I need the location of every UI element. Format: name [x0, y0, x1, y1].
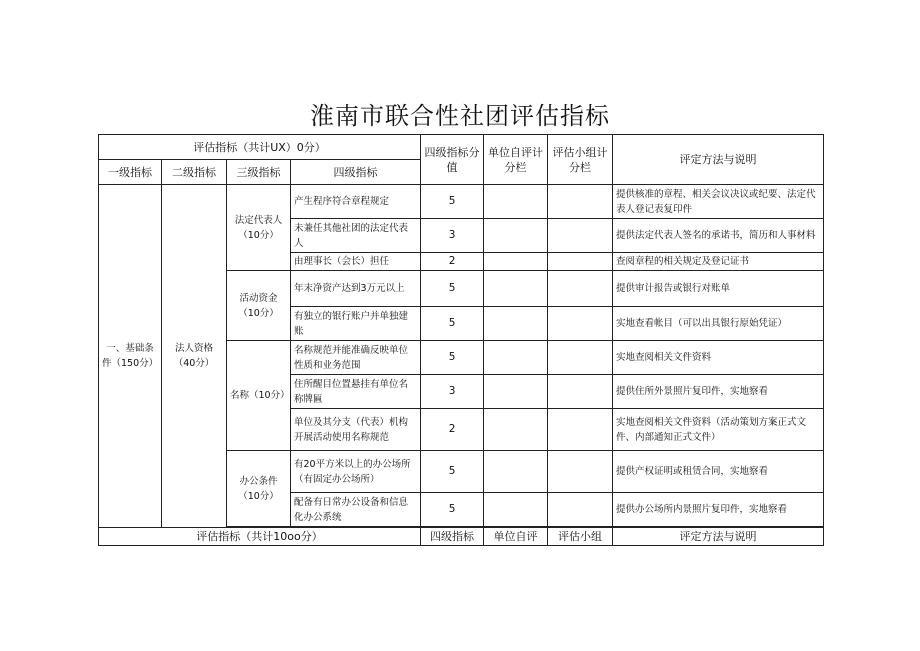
self-eval-cell[interactable] — [484, 493, 548, 527]
self-eval-cell[interactable] — [484, 271, 548, 307]
level1-cell: 一、基础条件（150分） — [99, 185, 162, 528]
method-cell: 实地查阅相关文件资料（活动策划方案正式文件、内部通知正式文件） — [613, 409, 824, 451]
method-cell: 提供住所外景照片复印件，实地察看 — [613, 375, 824, 409]
level2-cell: 法人资格（40分） — [162, 185, 227, 528]
header-level4-score: 四级指标分值 — [421, 135, 484, 185]
indicator-cell: 由理事长（会长）担任 — [291, 253, 421, 271]
footer-level4: 四级指标 — [421, 528, 484, 546]
score-cell: 3 — [421, 375, 484, 409]
group-eval-cell[interactable] — [548, 493, 613, 527]
self-eval-cell[interactable] — [484, 185, 548, 219]
score-cell: 5 — [421, 341, 484, 375]
indicator-cell: 有独立的银行账户并单独建账 — [291, 307, 421, 341]
self-eval-cell[interactable] — [484, 341, 548, 375]
footer-eval-index: 评估指标（共计10oo分） — [99, 528, 421, 546]
score-cell: 3 — [421, 219, 484, 253]
evaluation-table — [98, 134, 824, 546]
self-eval-cell[interactable] — [484, 219, 548, 253]
indicator-cell: 年末净资产达到3万元以上 — [291, 271, 421, 307]
indicator-cell: 有20平方米以上的办公场所（有固定办公场所） — [291, 451, 421, 493]
header-level1: 一级指标 — [99, 160, 162, 185]
method-cell: 提供产权证明或租赁合同，实地察看 — [613, 451, 824, 493]
indicator-cell: 单位及其分支（代表）机构开展活动使用名称规范 — [291, 409, 421, 451]
score-cell: 2 — [421, 253, 484, 271]
method-cell: 查阅章程的相关规定及登记证书 — [613, 253, 824, 271]
header-level2: 二级指标 — [162, 160, 227, 185]
level3-cell: 名称（10分） — [227, 341, 291, 451]
self-eval-cell[interactable] — [484, 451, 548, 493]
self-eval-cell[interactable] — [484, 409, 548, 451]
level3-cell: 活动资金（10分） — [227, 271, 291, 341]
group-eval-cell[interactable] — [548, 341, 613, 375]
group-eval-cell[interactable] — [548, 307, 613, 341]
self-eval-cell[interactable] — [484, 307, 548, 341]
score-cell: 2 — [421, 409, 484, 451]
header-level4: 四级指标 — [291, 160, 421, 185]
header-level3: 三级指标 — [227, 160, 291, 185]
self-eval-cell[interactable] — [484, 253, 548, 271]
level3-cell: 办公条件（10分） — [227, 451, 291, 527]
level3-cell: 法定代表人（10分） — [227, 185, 291, 271]
group-eval-cell[interactable] — [548, 253, 613, 271]
group-eval-cell[interactable] — [548, 375, 613, 409]
indicator-cell: 住所醒目位置悬挂有单位名称牌匾 — [291, 375, 421, 409]
group-eval-cell[interactable] — [548, 219, 613, 253]
indicator-cell: 未兼任其他社团的法定代表人 — [291, 219, 421, 253]
score-cell: 5 — [421, 271, 484, 307]
group-eval-cell[interactable] — [548, 451, 613, 493]
score-cell: 5 — [421, 451, 484, 493]
score-cell: 5 — [421, 307, 484, 341]
method-cell: 提供审计报告或银行对账单 — [613, 271, 824, 307]
indicator-cell: 配备有日常办公设备和信息化办公系统 — [291, 493, 421, 527]
method-cell: 实地查看帐目（可以出具银行原始凭证） — [613, 307, 824, 341]
footer-self-eval: 单位自评 — [484, 528, 548, 546]
self-eval-cell[interactable] — [484, 375, 548, 409]
header-self-eval: 单位自评计分栏 — [484, 135, 548, 185]
page-title: 淮南市联合性社团评估指标 — [310, 102, 610, 130]
method-cell: 提供办公场所内景照片复印件，实地察看 — [613, 493, 824, 527]
method-cell: 实地查阅相关文件资料 — [613, 341, 824, 375]
group-eval-cell[interactable] — [548, 409, 613, 451]
footer-method: 评定方法与说明 — [613, 528, 824, 546]
method-cell: 提供核准的章程、相关会议决议或纪要、法定代表人登记表复印件 — [613, 185, 824, 219]
score-cell: 5 — [421, 493, 484, 527]
score-cell: 5 — [421, 185, 484, 219]
group-eval-cell[interactable] — [548, 271, 613, 307]
header-eval-index: 评估指标（共计UX）0分） — [99, 135, 421, 160]
method-cell: 提供法定代表人签名的承诺书，简历和人事材料 — [613, 219, 824, 253]
header-method: 评定方法与说明 — [613, 135, 824, 185]
indicator-cell: 产生程序符合章程规定 — [291, 185, 421, 219]
group-eval-cell[interactable] — [548, 185, 613, 219]
header-group-eval: 评估小组计分栏 — [548, 135, 613, 185]
indicator-cell: 名称规范并能准确反映单位性质和业务范围 — [291, 341, 421, 375]
footer-group-eval: 评估小组 — [548, 528, 613, 546]
